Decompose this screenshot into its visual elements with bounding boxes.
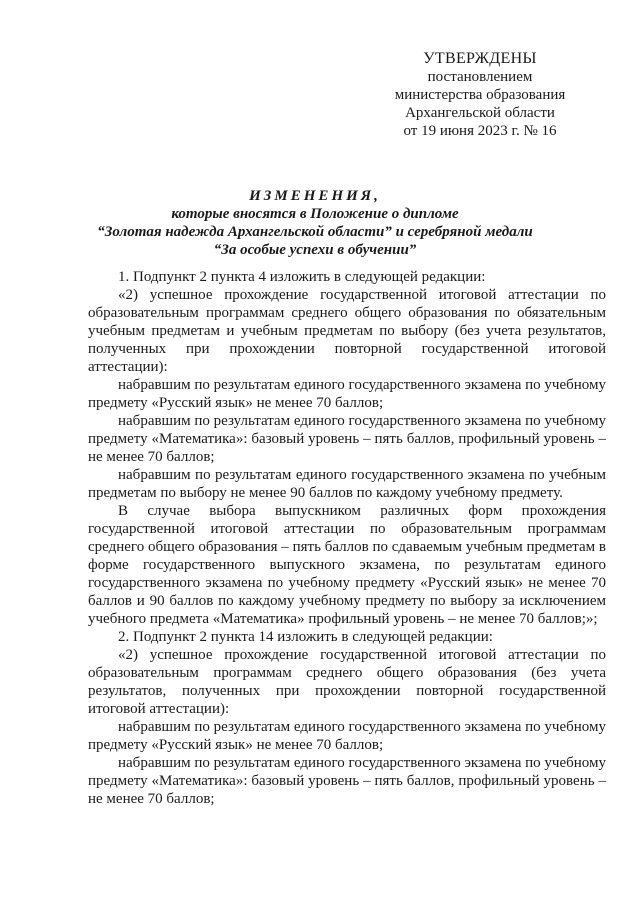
paragraph-6: В случае выбора выпускником различных форм прохождения государственной итоговой аттестации по образовательным программам среднего общего образования – пять баллов по сдаваемым учебным предметам в форме государственного выпускного экзамена, по результатам единого государственного экзамена по учебному предмету «Русский язык» не менее 70 баллов и 90 баллов по каждому учебному предмету по выбору за исключением учебного предмета «Математика» профильный уровень – не менее 70 баллов;»; — [88, 503, 606, 627]
title-line-2: которые вносятся в Положение о дипломе — [171, 206, 459, 222]
title-line-4: “За особые успехи в обучении” — [213, 242, 417, 258]
paragraph-7: 2. Подпункт 2 пункта 14 изложить в следующей редакции: — [118, 629, 493, 645]
approval-stamp — [375, 50, 585, 140]
paragraph-3: набравшим по результатам единого государственного экзамена по учебному предмету «Русский язык» не менее 70 баллов; — [88, 377, 606, 411]
approval-line-decree: постановлением — [427, 69, 533, 85]
paragraph-10: набравшим по результатам единого государственного экзамена по учебному предмету «Математика»: базовый уровень – пять баллов, профильный уровень – не менее 70 баллов; — [88, 755, 606, 807]
document-body — [88, 268, 606, 808]
paragraph-4: набравшим по результатам единого государственного экзамена по учебному предмету «Математика»: базовый уровень – пять баллов, профильный уровень – не менее 70 баллов; — [88, 413, 606, 465]
title-heading: ИЗМЕНЕНИЯ, — [249, 188, 381, 204]
approval-heading: УТВЕРЖДЕНЫ — [423, 50, 537, 67]
paragraph-2: «2) успешное прохождение государственной итоговой аттестации по образовательным программам среднего общего образования по обязательным учебным предметам и учебным предметам по выбору (без учета результатов, полученных при прохождении повторной государственной итоговой аттестации): — [88, 287, 606, 375]
approval-line-date: от 19 июня 2023 г. № 16 — [403, 123, 557, 139]
paragraph-5: набравшим по результатам единого государственного экзамена по учебным предметам по выбору не менее 90 баллов по каждому учебному предмету. — [88, 467, 606, 501]
document-title — [90, 187, 540, 259]
paragraph-9: набравшим по результатам единого государственного экзамена по учебному предмету «Русский язык» не менее 70 баллов; — [88, 719, 606, 753]
paragraph-1: 1. Подпункт 2 пункта 4 изложить в следующей редакции: — [118, 269, 486, 285]
paragraph-8: «2) успешное прохождение государственной итоговой аттестации по образовательным программам среднего общего образования (без учета результатов, полученных при прохождении повторной государственной итоговой аттестации): — [88, 647, 606, 717]
title-line-3: “Золотая надежда Архангельской области” и серебряной медали — [97, 224, 533, 240]
approval-line-ministry: министерства образования — [394, 87, 566, 103]
approval-line-region: Архангельской области — [405, 105, 555, 121]
